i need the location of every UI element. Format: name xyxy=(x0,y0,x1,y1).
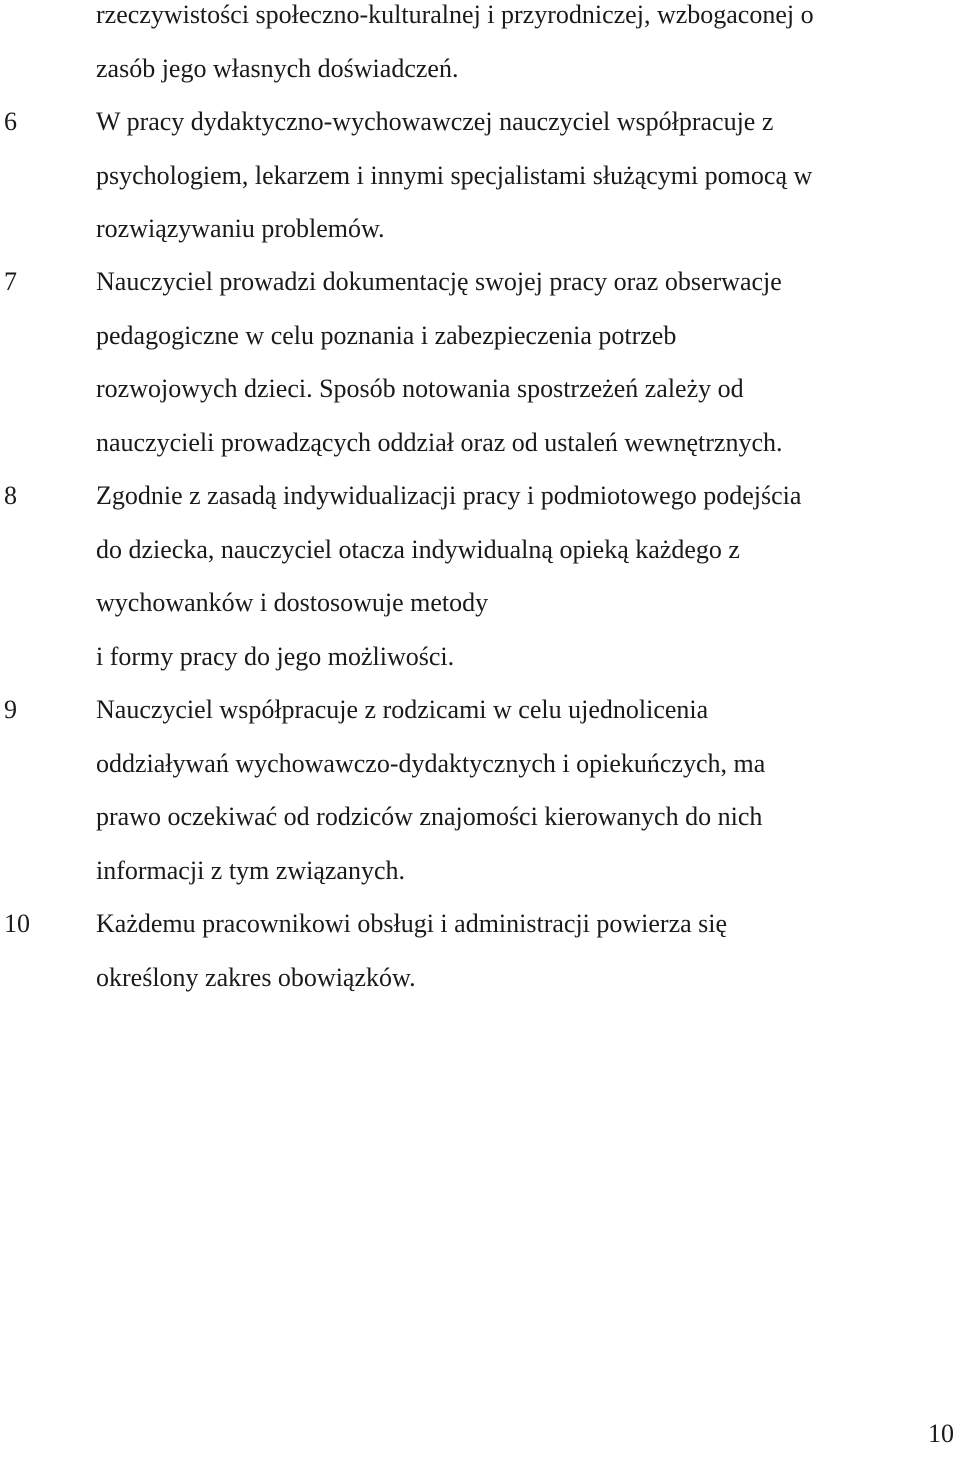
text-line: Nauczyciel prowadzi dokumentację swojej pracy oraz obserwacje xyxy=(96,267,782,296)
text-line: określony zakres obowiązków. xyxy=(96,962,416,992)
text-line: do dziecka, nauczyciel otacza indywidualną opieką każdego z xyxy=(96,534,740,564)
text-line: psychologiem, lekarzem i innymi specjalistami służącymi pomocą w xyxy=(96,160,813,190)
text-line: Zgodnie z zasadą indywidualizacji pracy i podmiotowego podejścia xyxy=(96,481,802,510)
item-number: 7 xyxy=(4,267,17,296)
text-line: rozwiązywaniu problemów. xyxy=(96,214,385,244)
paragraph-text xyxy=(96,0,946,95)
item-number: 6 xyxy=(4,107,17,136)
text-line: i formy pracy do jego możliwości. xyxy=(96,641,455,671)
text-line: pedagogiczne w celu poznania i zabezpieczenia potrzeb xyxy=(96,320,677,350)
item-number: 9 xyxy=(4,695,17,724)
text-line: Nauczyciel współpracuje z rodzicami w celu ujednolicenia xyxy=(96,695,709,724)
item-number: 8 xyxy=(4,481,17,510)
paragraph-text xyxy=(96,683,946,897)
paragraph-text xyxy=(96,95,946,256)
text-line: W pracy dydaktyczno-wychowawczej nauczyciel współpracuje z xyxy=(96,107,774,136)
text-line: oddziaływań wychowawczo-dydaktycznych i opiekuńczych, ma xyxy=(96,748,766,778)
paragraph-text xyxy=(96,255,946,469)
page-number: 10 xyxy=(928,1419,954,1448)
text-line: prawo oczekiwać od rodziców znajomości kierowanych do nich xyxy=(96,802,763,832)
paragraph-text xyxy=(96,897,946,1004)
paragraph-text xyxy=(96,469,946,683)
text-line: zasób jego własnych doświadczeń. xyxy=(96,53,459,83)
text-line: rozwojowych dzieci. Sposób notowania spostrzeżeń zależy od xyxy=(96,374,744,404)
text-line: nauczycieli prowadzących oddział oraz od ustaleń wewnętrznych. xyxy=(96,427,783,457)
text-line: Każdemu pracownikowi obsługi i administracji powierza się xyxy=(96,909,728,938)
text-line: informacji z tym związanych. xyxy=(96,855,405,885)
text-line: rzeczywistości społeczno-kulturalnej i przyrodniczej, wzbogaconej o xyxy=(96,0,814,29)
item-number: 10 xyxy=(4,909,30,938)
text-line: wychowanków i dostosowuje metody xyxy=(96,588,489,618)
